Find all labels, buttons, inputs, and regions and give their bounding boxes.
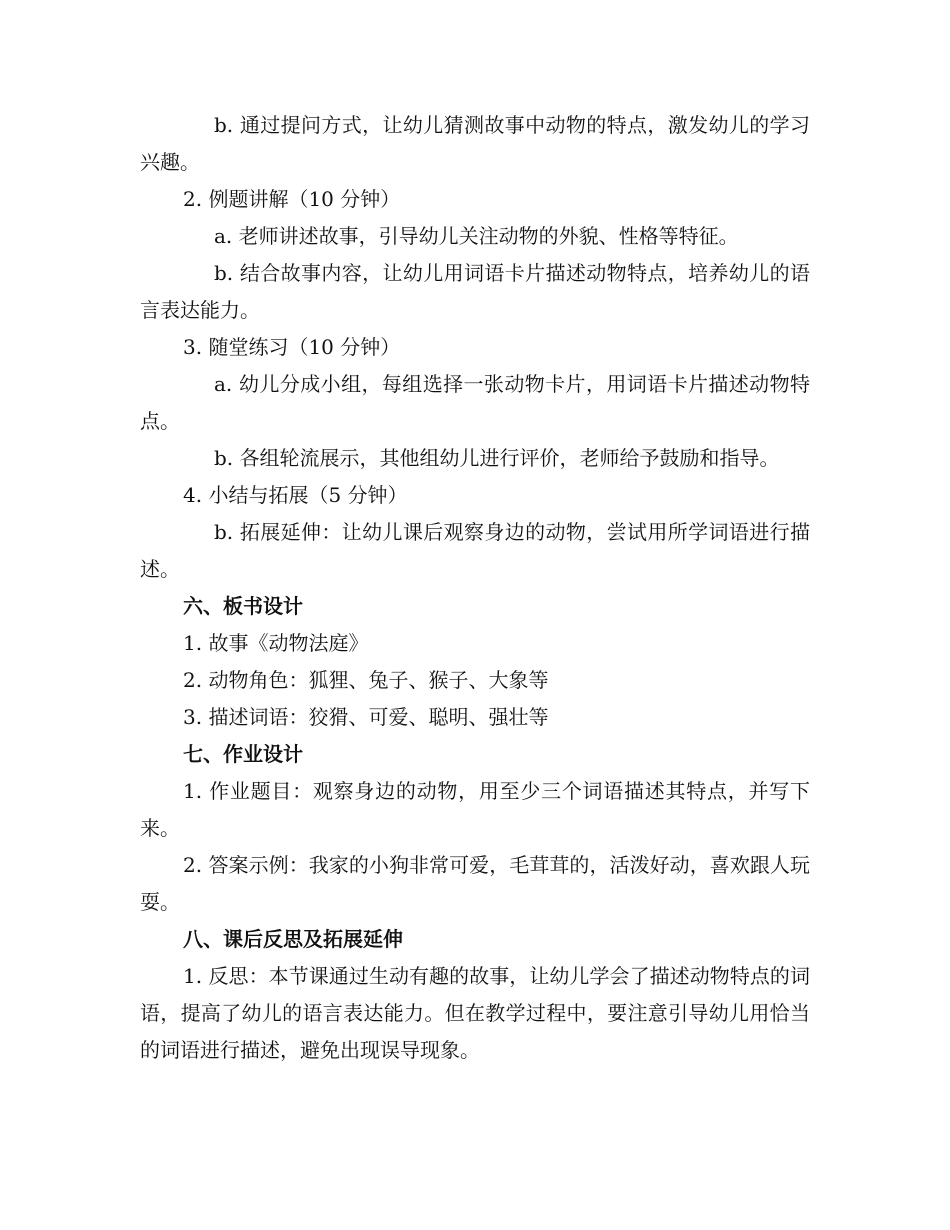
paragraph-guess-animal-traits: b. 通过提问方式，让幼儿猜测故事中动物的特点，激发幼儿的学习兴趣。 bbox=[140, 113, 810, 174]
paragraph-group-animal-cards: a. 幼儿分成小组，每组选择一张动物卡片，用词语卡片描述动物特点。 bbox=[140, 372, 810, 433]
item-homework-topic: 1. 作业题目：观察身边的动物，用至少三个词语描述其特点，并写下来。 bbox=[140, 779, 810, 840]
item-board-story: 1. 故事《动物法庭》 bbox=[183, 631, 369, 655]
paragraph-extension-observe: b. 拓展延伸：让幼儿课后观察身边的动物，尝试用所学词语进行描述。 bbox=[140, 520, 810, 581]
item-classroom-practice: 3. 随堂练习（10 分钟） bbox=[183, 335, 401, 359]
item-board-words: 3. 描述词语：狡猾、可爱、聪明、强壮等 bbox=[183, 705, 549, 729]
item-summary-extension: 4. 小结与拓展（5 分钟） bbox=[183, 483, 408, 507]
paragraph-teacher-tells-story: a. 老师讲述故事，引导幼儿关注动物的外貌、性格等特征。 bbox=[214, 224, 739, 248]
item-example-explanation: 2. 例题讲解（10 分钟） bbox=[183, 187, 401, 211]
section-heading-reflection: 八、课后反思及拓展延伸 bbox=[183, 927, 403, 951]
document-body bbox=[140, 107, 810, 1069]
section-heading-board-design: 六、板书设计 bbox=[183, 594, 303, 618]
item-board-characters: 2. 动物角色：狐狸、兔子、猴子、大象等 bbox=[183, 668, 549, 692]
paragraph-group-presentation: b. 各组轮流展示，其他组幼儿进行评价，老师给予鼓励和指导。 bbox=[214, 446, 780, 470]
paragraph-word-cards-describe: b. 结合故事内容，让幼儿用词语卡片描述动物特点，培养幼儿的语言表达能力。 bbox=[140, 261, 810, 322]
section-heading-homework: 七、作业设计 bbox=[183, 742, 303, 766]
item-homework-answer: 2. 答案示例：我家的小狗非常可爱，毛茸茸的，活泼好动，喜欢跟人玩耍。 bbox=[140, 853, 810, 914]
item-reflection: 1. 反思：本节课通过生动有趣的故事，让幼儿学会了描述动物特点的词语，提高了幼儿的语言表达能力。但在教学过程中，要注意引导幼儿用恰当的词语进行描述，避免出现误导现象。 bbox=[140, 964, 810, 1062]
